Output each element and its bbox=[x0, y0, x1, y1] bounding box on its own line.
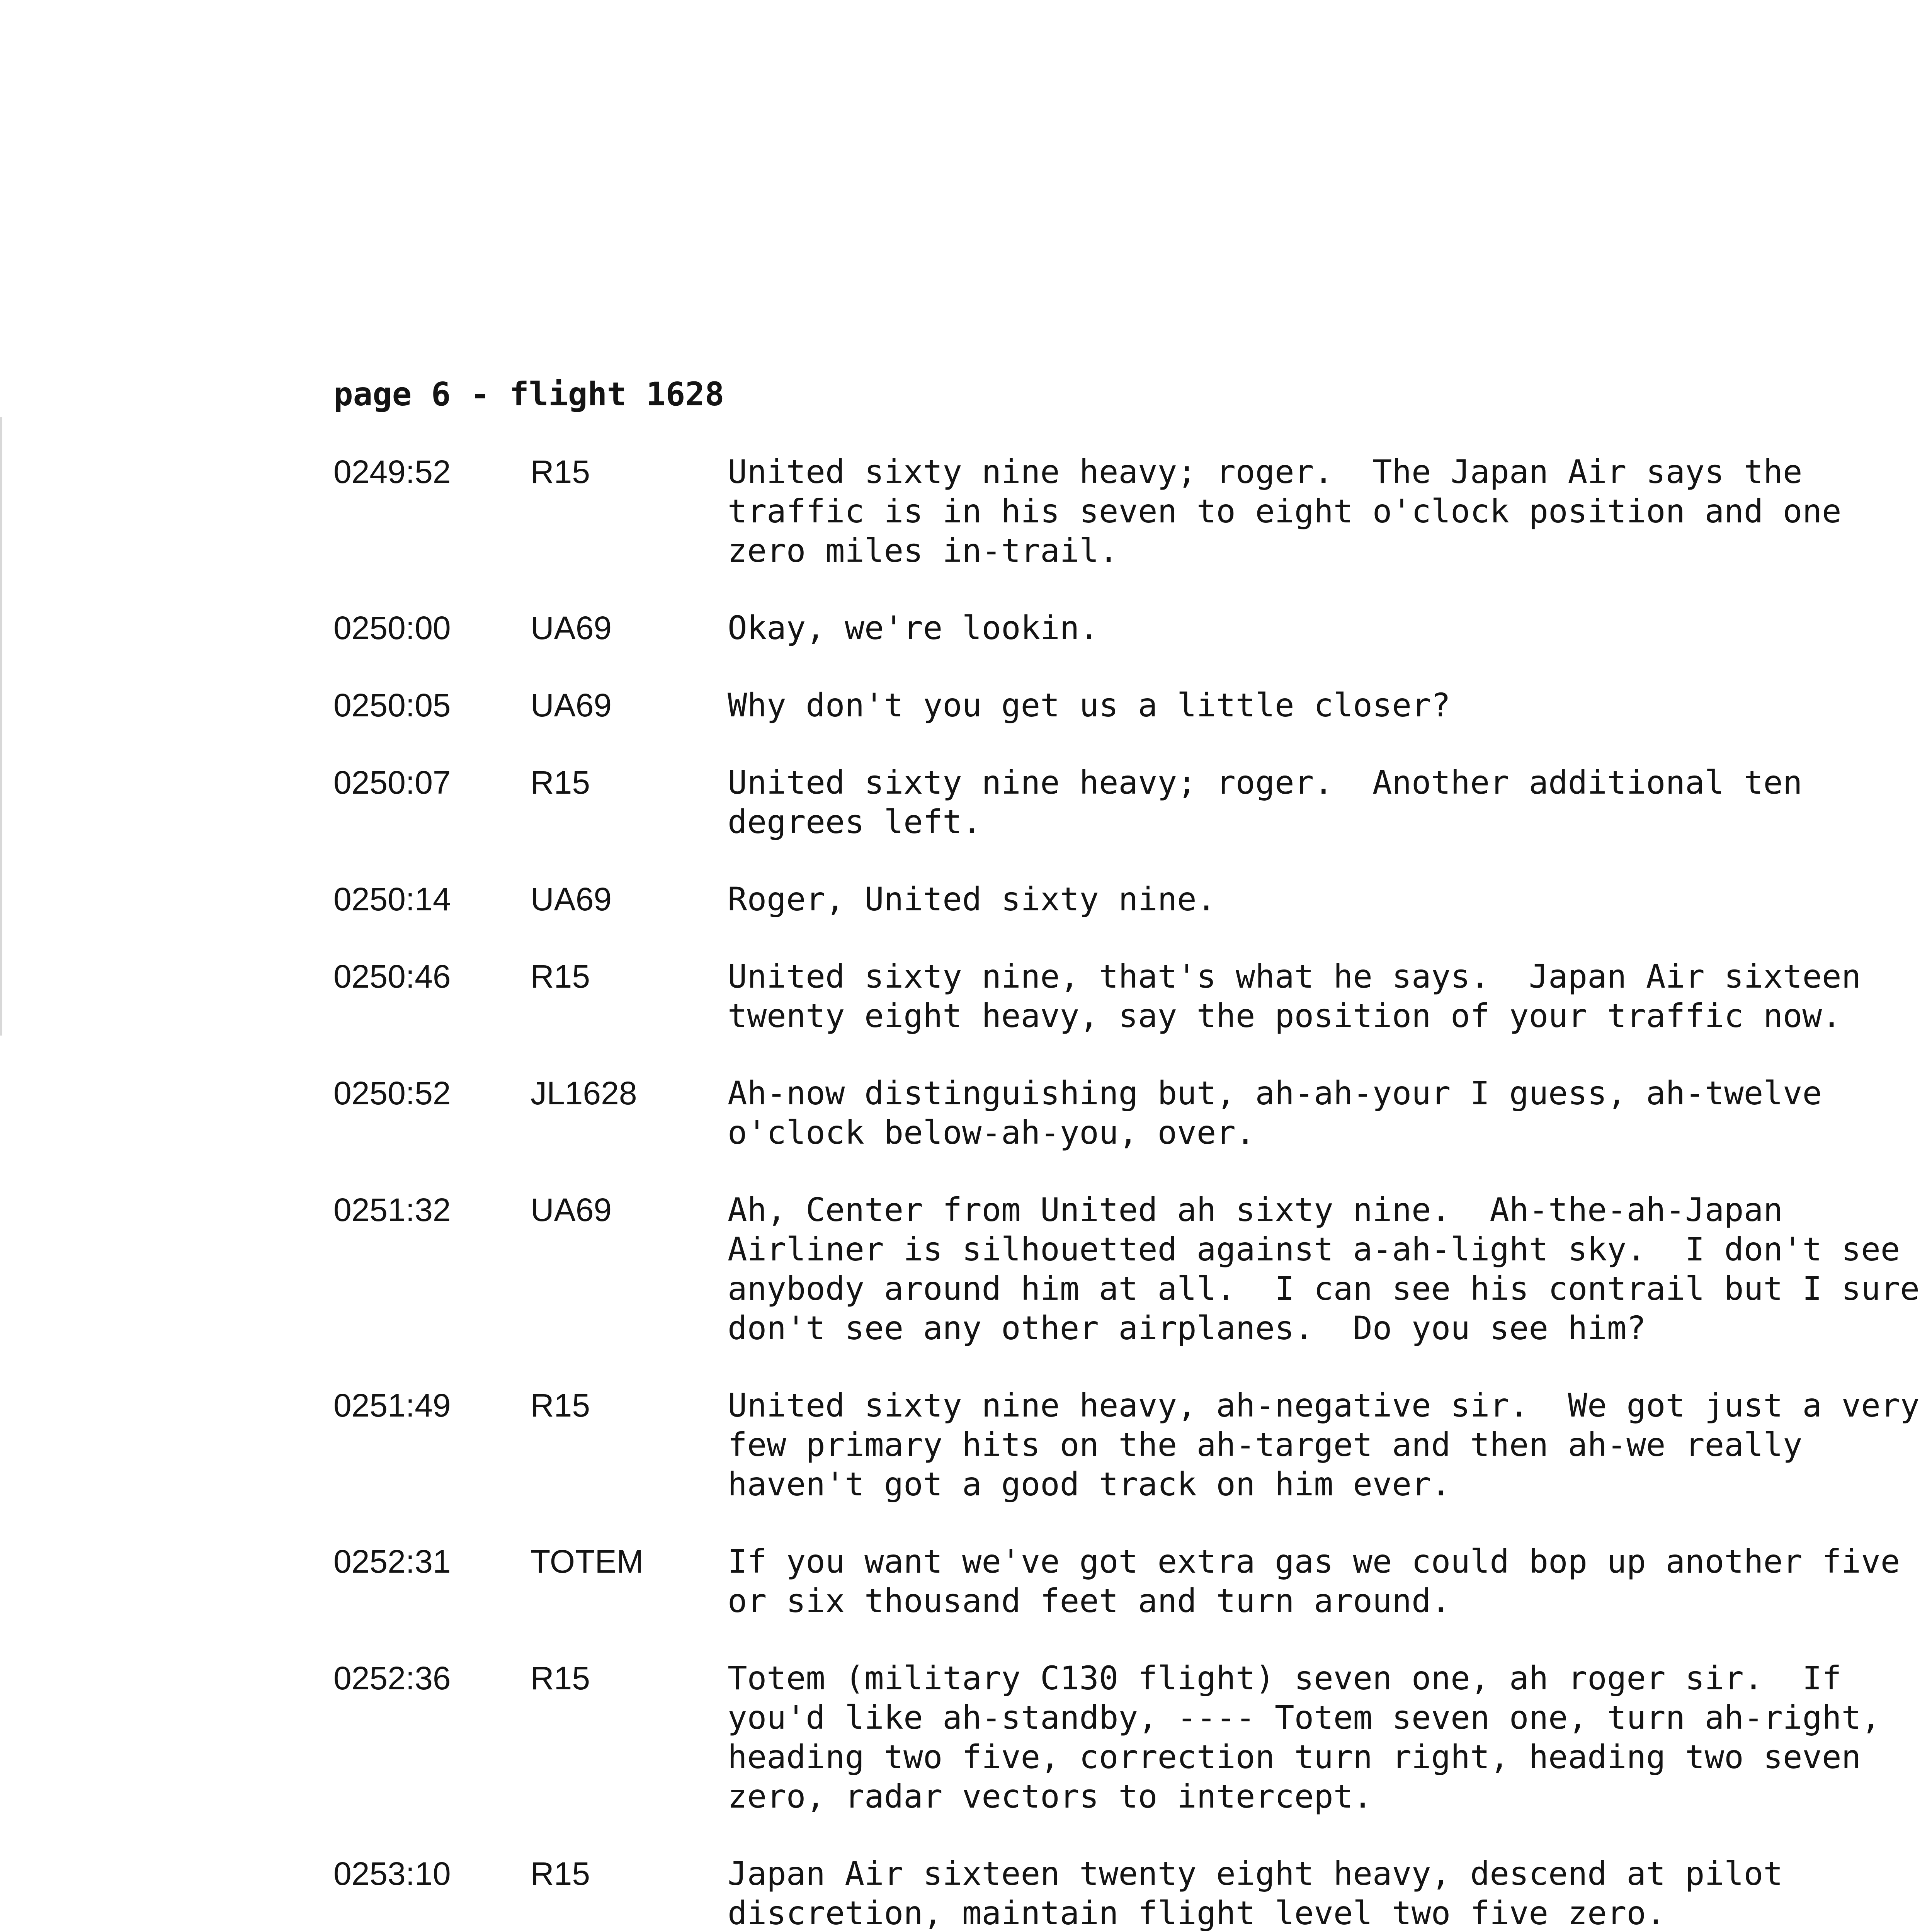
message-line: discretion, maintain flight level two five zero. bbox=[728, 1894, 1666, 1932]
message-line: you'd like ah-standby, ---- Totem seven one, turn ah-right, bbox=[728, 1699, 1881, 1736]
entry-message bbox=[728, 685, 1932, 725]
entry-timestamp: 0252:31 bbox=[333, 1543, 451, 1580]
entry-speaker: UA69 bbox=[531, 881, 612, 917]
transcript-entry bbox=[333, 685, 1932, 725]
entry-speaker: R15 bbox=[531, 1660, 590, 1696]
entry-timestamp: 0250:07 bbox=[333, 764, 451, 801]
entry-speaker: UA69 bbox=[531, 610, 612, 646]
message-line: Ah, Center from United ah sixty nine. Ah-the-ah-Japan bbox=[728, 1191, 1783, 1229]
entry-timestamp: 0250:14 bbox=[333, 881, 451, 917]
message-line: or six thousand feet and turn around. bbox=[728, 1582, 1451, 1620]
message-line: Totem (military C130 flight) seven one, ah roger sir. If bbox=[728, 1659, 1842, 1697]
transcript-entry bbox=[333, 1854, 1932, 1932]
entry-timestamp: 0250:52 bbox=[333, 1075, 451, 1111]
entry-timestamp: 0250:05 bbox=[333, 687, 451, 723]
transcript-list bbox=[333, 452, 1932, 1932]
entry-speaker: R15 bbox=[531, 1855, 590, 1892]
message-line: traffic is in his seven to eight o'clock position and one bbox=[728, 492, 1842, 530]
message-line: zero miles in-trail. bbox=[728, 532, 1119, 570]
entry-message bbox=[728, 608, 1932, 648]
transcript-entry bbox=[333, 1386, 1932, 1504]
message-line: haven't got a good track on him ever. bbox=[728, 1465, 1451, 1503]
entry-speaker: JL1628 bbox=[531, 1075, 637, 1111]
entry-message bbox=[728, 1854, 1932, 1932]
message-line: Ah-now distinguishing but, ah-ah-your I guess, ah-twelve bbox=[728, 1074, 1822, 1112]
transcript-entry bbox=[333, 608, 1932, 648]
entry-timestamp: 0251:32 bbox=[333, 1192, 451, 1228]
entry-message bbox=[728, 1386, 1932, 1504]
entry-message bbox=[728, 879, 1932, 919]
page-title: page 6 - flight 1628 bbox=[333, 375, 724, 413]
entry-message bbox=[728, 1658, 1932, 1816]
entry-timestamp: 0250:00 bbox=[333, 610, 451, 646]
message-line: zero, radar vectors to intercept. bbox=[728, 1777, 1372, 1815]
message-line: Roger, United sixty nine. bbox=[728, 880, 1216, 918]
transcript-entry bbox=[333, 1542, 1932, 1621]
message-line: heading two five, correction turn right, heading two seven bbox=[728, 1738, 1861, 1776]
entry-speaker: UA69 bbox=[531, 1192, 612, 1228]
message-line: United sixty nine, that's what he says. Japan Air sixteen bbox=[728, 957, 1861, 995]
scan-edge-shadow bbox=[0, 417, 2, 1036]
entry-speaker: R15 bbox=[531, 1387, 590, 1423]
transcript-entry bbox=[333, 957, 1932, 1036]
message-line: United sixty nine heavy, ah-negative sir. We got just a very bbox=[728, 1386, 1920, 1424]
entry-speaker: R15 bbox=[531, 454, 590, 490]
transcript-entry bbox=[333, 1190, 1932, 1348]
message-line: twenty eight heavy, say the position of your traffic now. bbox=[728, 997, 1842, 1035]
entry-speaker: R15 bbox=[531, 764, 590, 801]
message-line: anybody around him at all. I can see his contrail but I sure bbox=[728, 1270, 1920, 1308]
entry-message bbox=[728, 1190, 1932, 1348]
entry-timestamp: 0252:36 bbox=[333, 1660, 451, 1696]
entry-timestamp: 0253:10 bbox=[333, 1855, 451, 1892]
entry-timestamp: 0251:49 bbox=[333, 1387, 451, 1423]
entry-speaker: UA69 bbox=[531, 687, 612, 723]
entry-speaker: TOTEM bbox=[531, 1543, 644, 1580]
message-line: o'clock below-ah-you, over. bbox=[728, 1114, 1255, 1151]
transcript-entry bbox=[333, 879, 1932, 919]
entry-message bbox=[728, 1073, 1932, 1152]
entry-message bbox=[728, 1542, 1932, 1621]
transcript-entry bbox=[333, 452, 1932, 570]
message-line: United sixty nine heavy; roger. Another additional ten bbox=[728, 764, 1803, 801]
transcript-entry bbox=[333, 1658, 1932, 1816]
entry-message bbox=[728, 452, 1932, 570]
entry-speaker: R15 bbox=[531, 958, 590, 995]
message-line: Okay, we're lookin. bbox=[728, 609, 1099, 647]
message-line: degrees left. bbox=[728, 803, 982, 841]
message-line: don't see any other airplanes. Do you see him? bbox=[728, 1309, 1646, 1347]
message-line: United sixty nine heavy; roger. The Japan Air says the bbox=[728, 453, 1803, 491]
entry-timestamp: 0250:46 bbox=[333, 958, 451, 995]
entry-timestamp: 0249:52 bbox=[333, 454, 451, 490]
message-line: few primary hits on the ah-target and then ah-we really bbox=[728, 1426, 1803, 1464]
entry-message bbox=[728, 957, 1932, 1036]
message-line: Why don't you get us a little closer? bbox=[728, 686, 1451, 724]
entry-message bbox=[728, 763, 1932, 842]
transcript-entry bbox=[333, 763, 1932, 842]
message-line: Airliner is silhouetted against a-ah-light sky. I don't see bbox=[728, 1230, 1900, 1268]
message-line: If you want we've got extra gas we could bop up another five bbox=[728, 1543, 1900, 1580]
transcript-entry bbox=[333, 1073, 1932, 1152]
message-line: Japan Air sixteen twenty eight heavy, descend at pilot bbox=[728, 1855, 1783, 1893]
